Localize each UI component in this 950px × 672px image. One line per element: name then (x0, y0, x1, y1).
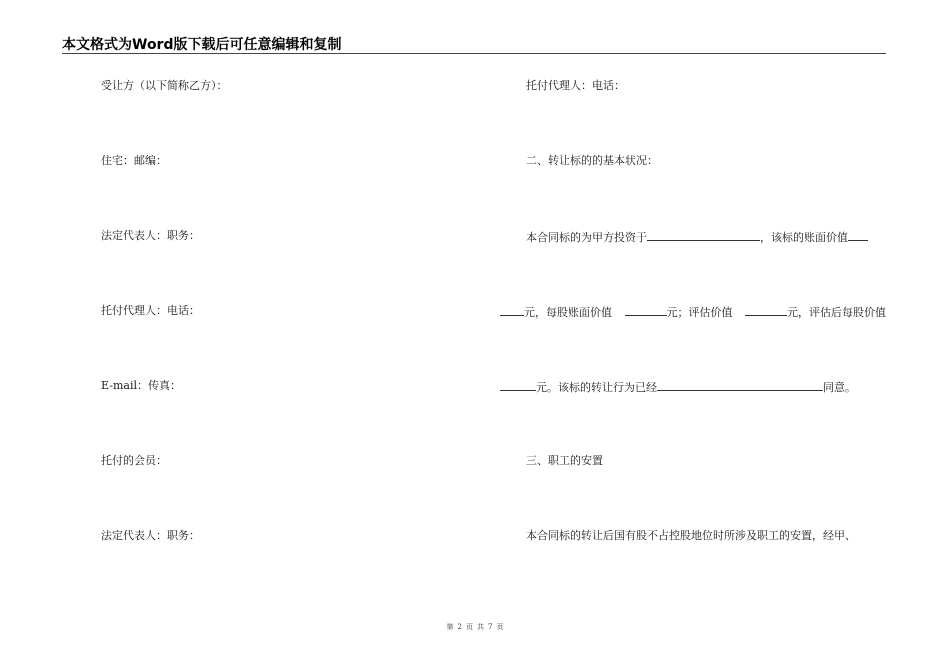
transferee-line: 受让方（以下简称乙方）： (101, 79, 228, 92)
blank-field (745, 304, 787, 316)
total-pages: 7 (488, 623, 493, 631)
blank-field (500, 304, 524, 316)
staff-placement-text: 本合同标的转让后国有股不占控股地位时所涉及职工的安置，经甲、 (526, 529, 856, 542)
email-fax-line: E-mail：传真： (101, 379, 181, 392)
total-unit: 页 (496, 623, 504, 631)
agent-phone-line: 托付代理人：电话： (101, 304, 200, 317)
approval-line (500, 379, 886, 395)
blank-field (500, 379, 536, 391)
valuation-text-c: 元，评估后每股价值 (787, 306, 886, 319)
subject-text-b: ，该标的账面价值 (760, 231, 848, 244)
page-number-footer (0, 622, 950, 632)
page-number: 2 (457, 623, 462, 631)
total-label: 共 (477, 623, 484, 631)
address-postcode-line: 住宅：邮编： (101, 154, 167, 167)
subject-text-a: 本合同标的为甲方投资于 (526, 231, 647, 244)
agent-phone-line-right: 托付代理人：电话： (526, 79, 625, 92)
header-divider (62, 53, 886, 54)
valuation-text-b: 元；评估价值 (666, 306, 733, 319)
legal-representative-line-2: 法定代表人：职务： (101, 529, 200, 542)
blank-field (625, 304, 667, 316)
legal-representative-line: 法定代表人：职务： (101, 229, 200, 242)
page-unit: 页 (466, 623, 473, 631)
section-heading-staff-placement: 三、职工的安置 (526, 454, 603, 467)
valuation-line (500, 304, 886, 320)
valuation-text-a: 元，每股账面价值 (524, 306, 612, 319)
blank-field (647, 229, 760, 241)
approval-text-a: 元。该标的转让行为已经 (536, 381, 657, 394)
section-heading-transfer-subject: 二、转让标的的基本状况： (526, 154, 658, 167)
blank-field (657, 379, 823, 391)
entrusted-member-line: 托付的会员： (101, 454, 167, 467)
subject-investment-line (526, 229, 868, 245)
page-label: 第 (446, 623, 454, 631)
document-header-title: 本文格式为Word版下载后可任意编辑和复制 (62, 37, 342, 53)
blank-field (848, 229, 868, 241)
approval-text-b: 同意。 (823, 381, 856, 394)
